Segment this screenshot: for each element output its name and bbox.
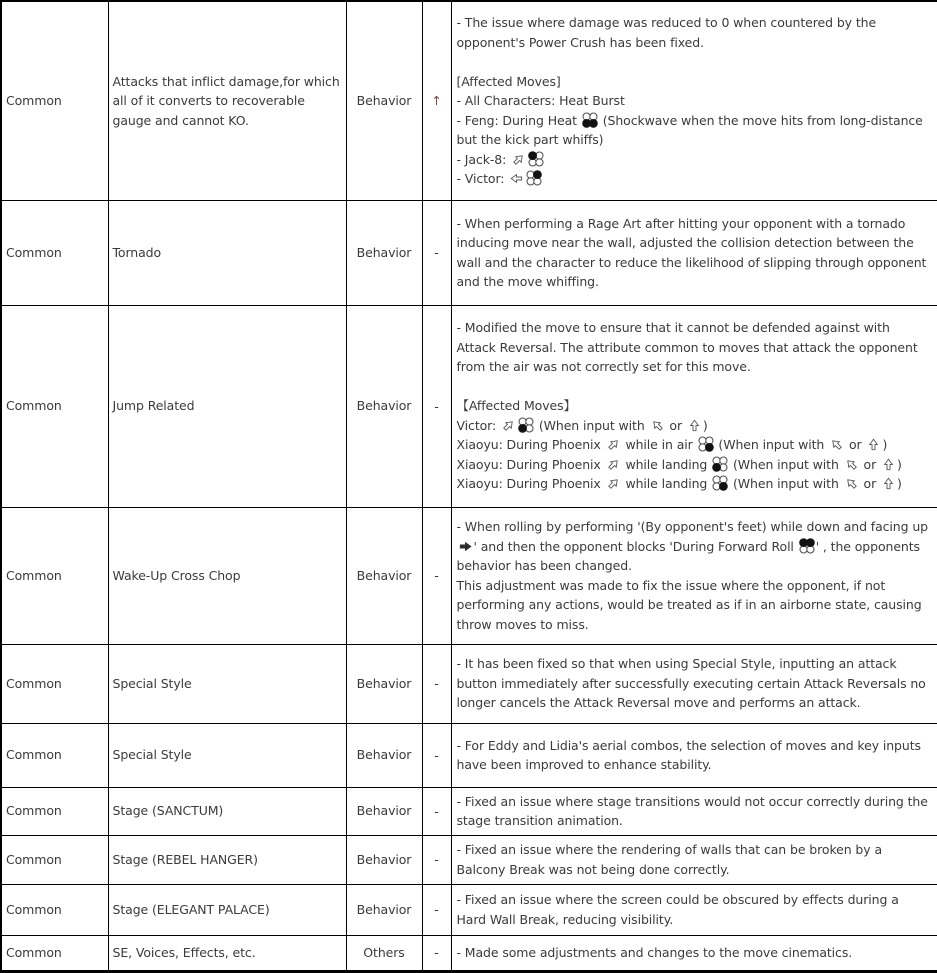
direction-arrow-uf-icon bbox=[606, 457, 621, 472]
text-run: while landing bbox=[621, 476, 712, 492]
cell-change: - bbox=[422, 835, 451, 884]
cell-category: Behavior bbox=[346, 644, 422, 723]
description-line bbox=[457, 72, 932, 92]
cell-description bbox=[451, 1, 937, 200]
direction-arrow-ub-icon bbox=[844, 476, 859, 491]
direction-arrow-u-icon bbox=[866, 437, 881, 452]
text-run: or bbox=[845, 437, 866, 453]
cell-change: - bbox=[422, 935, 451, 971]
cell-move: SE, Voices, Effects, etc. bbox=[108, 935, 346, 971]
cell-move: Tornado bbox=[108, 200, 346, 305]
cell-description bbox=[451, 644, 937, 723]
direction-arrow-u-icon bbox=[687, 418, 702, 433]
description-line bbox=[457, 455, 932, 475]
cell-category: Others bbox=[346, 935, 422, 971]
description-line bbox=[457, 517, 932, 576]
cell-character: Common bbox=[1, 835, 108, 884]
cell-category: Behavior bbox=[346, 305, 422, 507]
cell-category: Behavior bbox=[346, 200, 422, 305]
cell-character: Common bbox=[1, 1, 108, 200]
direction-arrow-b-icon bbox=[509, 171, 524, 186]
description-line bbox=[457, 435, 932, 455]
cell-description bbox=[451, 935, 937, 971]
text-run: - Jack-8: bbox=[456, 151, 511, 167]
text-run: (When input with bbox=[534, 417, 649, 433]
description-line bbox=[457, 396, 932, 416]
description-line bbox=[457, 654, 932, 713]
button-combo-icon bbox=[582, 112, 598, 128]
cell-description bbox=[451, 787, 937, 835]
text-run: - Fixed an issue where the rendering of walls that can be broken by a Balcony Break was not being done correctly. bbox=[456, 842, 882, 877]
cell-move: Stage (ELEGANT PALACE) bbox=[108, 884, 346, 935]
cell-category: Behavior bbox=[346, 884, 422, 935]
description-line bbox=[457, 416, 932, 436]
text-run: Xiaoyu: During Phoenix bbox=[456, 437, 605, 453]
text-run: ' and then the opponent blocks 'During Forward Roll bbox=[473, 538, 798, 554]
cell-character: Common bbox=[1, 644, 108, 723]
description-line bbox=[457, 377, 932, 397]
description-line bbox=[457, 91, 932, 111]
cell-category: Behavior bbox=[346, 1, 422, 200]
description-line bbox=[457, 150, 932, 170]
text-run: (Shockwave when the move hits from long-distance but the kick part whiffs) bbox=[456, 112, 923, 147]
table-row bbox=[1, 835, 937, 884]
cell-change: ↑ bbox=[422, 1, 451, 200]
table-row bbox=[1, 200, 937, 305]
cell-description bbox=[451, 305, 937, 507]
description-line bbox=[457, 13, 932, 52]
cell-character: Common bbox=[1, 787, 108, 835]
text-run: ) bbox=[882, 437, 888, 453]
direction-arrow-ub-icon bbox=[829, 437, 844, 452]
text-run: ) bbox=[897, 476, 902, 492]
description-line bbox=[457, 736, 932, 775]
cell-description bbox=[451, 507, 937, 644]
text-run: (When input with bbox=[729, 476, 843, 492]
table-row bbox=[1, 1, 937, 200]
table-row bbox=[1, 787, 937, 835]
text-run: - Made some adjustments and changes to the move cinematics. bbox=[456, 944, 853, 960]
text-run: - For Eddy and Lidia's aerial combos, the selection of moves and key inputs have been improved to enhance stability. bbox=[456, 737, 921, 772]
text-run: Victor: bbox=[456, 417, 500, 433]
direction-arrow-uf-icon bbox=[501, 418, 516, 433]
description-line bbox=[457, 214, 932, 292]
cell-move: Jump Related bbox=[108, 305, 346, 507]
text-run: This adjustment was made to fix the issue where the opponent, if not performing any actions, would be treated as if in an airborne state, causing throw moves to miss. bbox=[456, 577, 922, 632]
cell-change: - bbox=[422, 305, 451, 507]
cell-category: Behavior bbox=[346, 507, 422, 644]
cell-character: Common bbox=[1, 723, 108, 787]
text-run: - Fixed an issue where stage transitions would not occur correctly during the stage transition animation. bbox=[456, 793, 928, 828]
cell-character: Common bbox=[1, 884, 108, 935]
text-run: - Fixed an issue where the screen could be obscured by effects during a Hard Wall Break, reducing visibility. bbox=[456, 892, 899, 927]
direction-arrow-u-icon bbox=[881, 457, 896, 472]
text-run: or bbox=[665, 417, 686, 433]
text-run: while in air bbox=[621, 437, 697, 453]
description-line bbox=[457, 943, 932, 963]
table-row bbox=[1, 507, 937, 644]
table-row bbox=[1, 644, 937, 723]
cell-category: Behavior bbox=[346, 787, 422, 835]
button-combo-icon bbox=[528, 151, 544, 167]
direction-arrow-f-icon bbox=[458, 539, 473, 554]
button-combo-icon bbox=[698, 436, 714, 452]
direction-arrow-uf-icon bbox=[511, 152, 526, 167]
button-combo-icon bbox=[526, 170, 542, 186]
text-run: (When input with bbox=[714, 437, 829, 453]
cell-description bbox=[451, 200, 937, 305]
description-line bbox=[457, 52, 932, 72]
cell-character: Common bbox=[1, 305, 108, 507]
cell-category: Behavior bbox=[346, 835, 422, 884]
cell-description bbox=[451, 884, 937, 935]
text-run: while landing bbox=[621, 456, 712, 472]
text-run: [Affected Moves] bbox=[456, 73, 561, 89]
text-run: or bbox=[859, 476, 881, 492]
cell-move: Stage (REBEL HANGER) bbox=[108, 835, 346, 884]
text-run: - Victor: bbox=[456, 171, 509, 186]
table-row bbox=[1, 935, 937, 971]
cell-change: - bbox=[422, 200, 451, 305]
cell-description bbox=[451, 723, 937, 787]
patch-table-body bbox=[1, 1, 937, 971]
text-run: Xiaoyu: During Phoenix bbox=[456, 476, 605, 492]
table-row bbox=[1, 723, 937, 787]
text-run: - The issue where damage was reduced to 0 when countered by the opponent's Power Crush has been fixed. bbox=[456, 15, 877, 50]
table-row bbox=[1, 305, 937, 507]
text-run: - When performing a Rage Art after hitting your opponent with a tornado inducing move near the wall, adjusted the collision detection between the wall and the character to reduce the likelihood of slipping through opponent and the move whiffing. bbox=[456, 215, 927, 289]
text-run: - Feng: During Heat bbox=[456, 112, 581, 128]
text-run: ' , the opponents behavior has been changed. bbox=[456, 538, 920, 573]
description-line bbox=[457, 111, 932, 150]
button-combo-icon bbox=[712, 456, 728, 472]
text-run: (When input with bbox=[729, 456, 843, 472]
cell-move: Special Style bbox=[108, 723, 346, 787]
cell-character: Common bbox=[1, 507, 108, 644]
cell-character: Common bbox=[1, 200, 108, 305]
cell-move: Wake-Up Cross Chop bbox=[108, 507, 346, 644]
text-run: ) bbox=[702, 417, 708, 433]
button-combo-icon bbox=[799, 538, 815, 554]
text-run: ) bbox=[897, 456, 902, 472]
text-run: 【Affected Moves】 bbox=[456, 398, 576, 414]
cell-move: Attacks that inflict damage,for which all of it converts to recoverable gauge and cannot KO. bbox=[108, 1, 346, 200]
text-run: Xiaoyu: During Phoenix bbox=[456, 456, 605, 472]
direction-arrow-ub-icon bbox=[650, 418, 665, 433]
text-run: or bbox=[859, 456, 881, 472]
description-line bbox=[457, 792, 932, 831]
cell-character: Common bbox=[1, 935, 108, 971]
cell-change: - bbox=[422, 723, 451, 787]
description-line bbox=[457, 474, 932, 494]
description-line bbox=[457, 890, 932, 929]
description-line bbox=[457, 576, 932, 635]
description-line bbox=[457, 169, 932, 189]
text-run: - It has been fixed so that when using Special Style, inputting an attack button immediately after successfully executing certain Attack Reversals no longer cancels the Attack Reversal move and performs an attack. bbox=[456, 656, 926, 711]
description-line bbox=[457, 840, 932, 879]
description-line bbox=[457, 318, 932, 377]
cell-move: Special Style bbox=[108, 644, 346, 723]
text-run: - When rolling by performing '(By opponent's feet) while down and facing up bbox=[456, 519, 928, 534]
button-combo-icon bbox=[518, 417, 534, 433]
direction-arrow-uf-icon bbox=[606, 476, 621, 491]
cell-description bbox=[451, 835, 937, 884]
cell-change: - bbox=[422, 884, 451, 935]
direction-arrow-uf-icon bbox=[606, 437, 621, 452]
cell-change: - bbox=[422, 787, 451, 835]
button-combo-icon bbox=[712, 475, 728, 491]
text-run: - Modified the move to ensure that it cannot be defended against with Attack Reversal. The attribute common to moves that attack the opponent from the air was not correctly set for this move. bbox=[456, 320, 918, 375]
cell-change: - bbox=[422, 507, 451, 644]
cell-change: - bbox=[422, 644, 451, 723]
text-run: - All Characters: Heat Burst bbox=[456, 93, 625, 108]
table-row bbox=[1, 884, 937, 935]
cell-category: Behavior bbox=[346, 723, 422, 787]
direction-arrow-ub-icon bbox=[844, 457, 859, 472]
cell-move: Stage (SANCTUM) bbox=[108, 787, 346, 835]
direction-arrow-u-icon bbox=[881, 476, 896, 491]
